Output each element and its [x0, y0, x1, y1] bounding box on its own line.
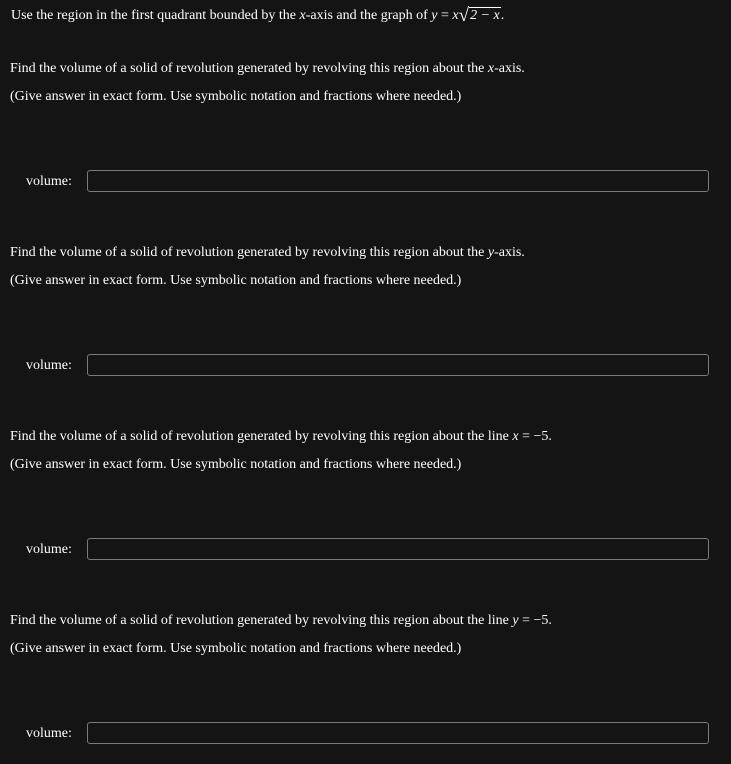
square-root: [459, 6, 501, 26]
intro-text-after: .: [500, 8, 505, 23]
intro-text-mid: -axis and the graph of: [305, 8, 432, 23]
answer-hint: (Give answer in exact form. Use symbolic notation and fractions where needed.): [10, 457, 462, 472]
equation-lhs: y: [431, 8, 438, 23]
volume-label: volume:: [26, 174, 72, 189]
intro-axis-variable: x: [299, 8, 306, 23]
prompt-text-after: -axis.: [494, 61, 525, 76]
question-prompt: [10, 243, 525, 263]
answer-hint: (Give answer in exact form. Use symbolic notation and fractions where needed.): [10, 89, 462, 104]
equation-factor: x: [452, 8, 459, 23]
radical-sign-icon: √: [458, 5, 470, 26]
volume-label: volume:: [26, 358, 72, 373]
prompt-text-after: -axis.: [494, 245, 525, 260]
prompt-variable: x: [487, 61, 495, 76]
problem-statement: [11, 6, 504, 26]
answer-hint: (Give answer in exact form. Use symbolic notation and fractions where needed.): [10, 273, 462, 288]
prompt-text-after: = −5.: [518, 429, 552, 444]
prompt-text: Find the volume of a solid of revolution generated by revolving this region about the: [10, 61, 488, 76]
volume-input-x-axis[interactable]: [87, 170, 709, 192]
volume-input-line-y[interactable]: [87, 722, 709, 744]
volume-input-y-axis[interactable]: [87, 354, 709, 376]
prompt-text: Find the volume of a solid of revolution generated by revolving this region about the: [10, 245, 488, 260]
question-prompt: [10, 59, 525, 79]
prompt-text: Find the volume of a solid of revolution generated by revolving this region about the line: [10, 613, 513, 628]
prompt-text: Find the volume of a solid of revolution generated by revolving this region about the line: [10, 429, 513, 444]
radicand: 2 − x: [470, 8, 500, 23]
prompt-variable: x: [512, 429, 519, 444]
volume-label: volume:: [26, 542, 72, 557]
answer-hint: (Give answer in exact form. Use symbolic notation and fractions where needed.): [10, 641, 462, 656]
prompt-variable: y: [487, 245, 495, 260]
question-prompt: [10, 427, 552, 447]
volume-input-line-x[interactable]: [87, 538, 709, 560]
volume-label: volume:: [26, 726, 72, 741]
question-prompt: [10, 611, 552, 631]
prompt-text-after: = −5.: [518, 613, 552, 628]
equation-sign: =: [437, 8, 453, 23]
prompt-variable: y: [512, 613, 519, 628]
intro-text-before: Use the region in the first quadrant bounded by the: [11, 8, 300, 23]
